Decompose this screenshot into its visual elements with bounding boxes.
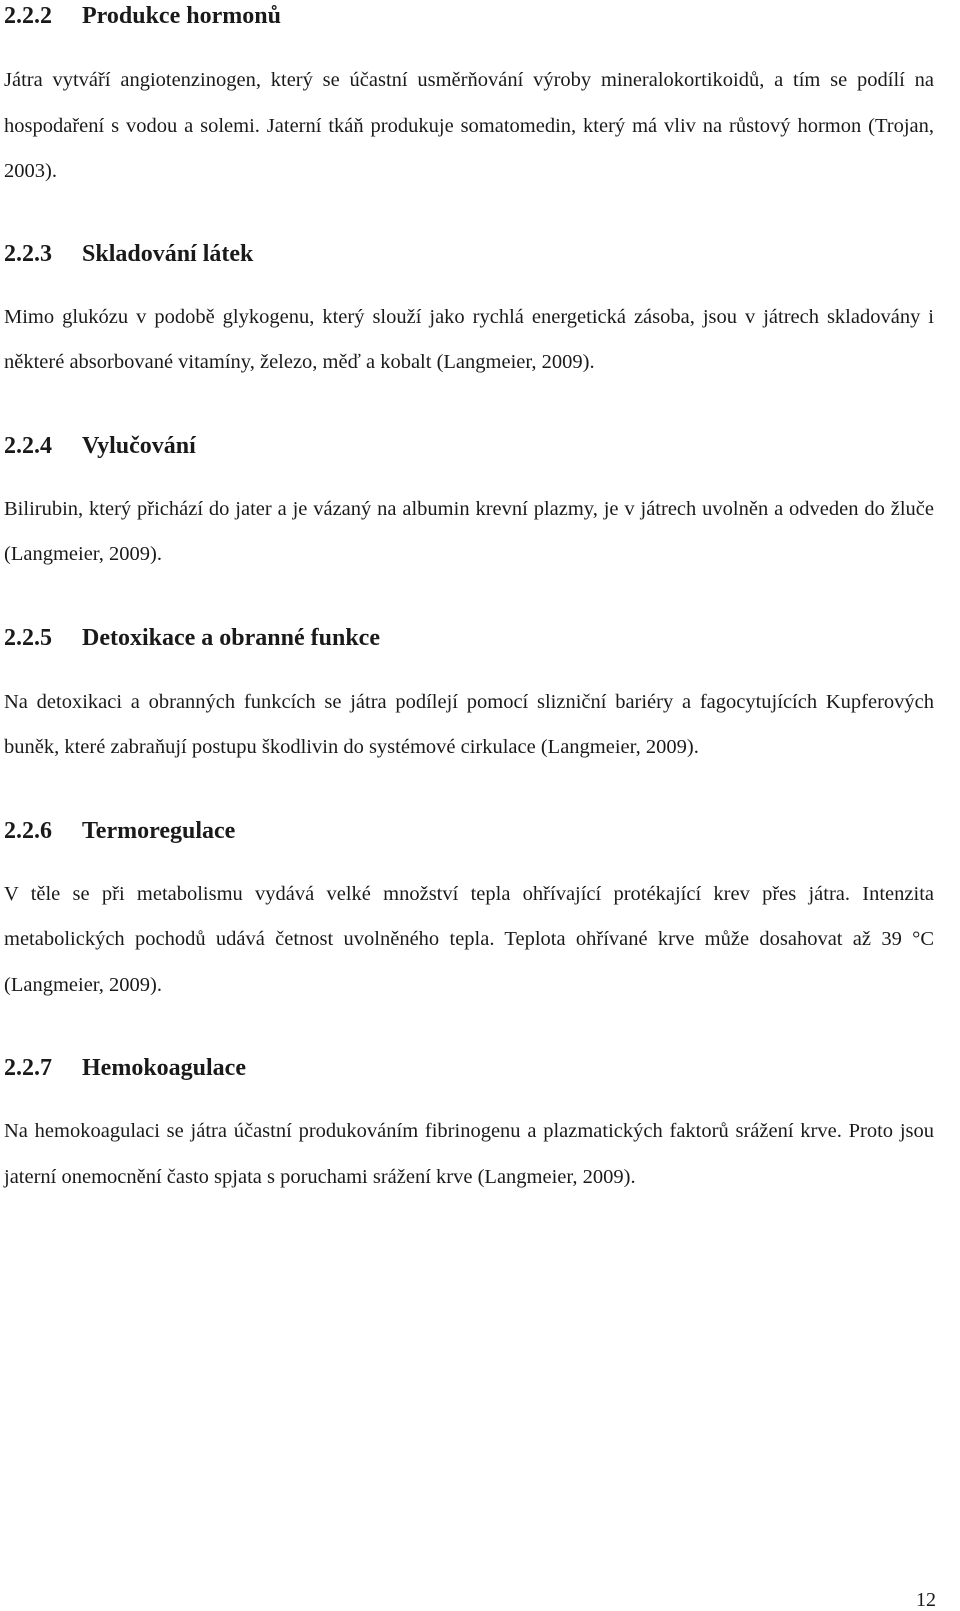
- section-heading: [4, 1054, 934, 1082]
- section-produkce-hormonu: [4, 0, 934, 195]
- section-title: Hemokoagulace: [82, 1055, 246, 1081]
- section-title: Produkce hormonů: [82, 3, 281, 29]
- section-title: Vylučování: [82, 432, 196, 459]
- section-heading: [4, 0, 934, 30]
- section-number: 2.2.2: [4, 3, 52, 29]
- section-number: 2.2.6: [4, 817, 52, 844]
- section-title: Termoregulace: [82, 817, 236, 844]
- section-number: 2.2.4: [4, 432, 52, 459]
- section-skladovani-latek: [4, 240, 934, 386]
- section-number: 2.2.5: [4, 624, 52, 651]
- section-hemokoagulace: [4, 1054, 934, 1200]
- section-paragraph: Mimo glukózu v podobě glykogenu, který slouží jako rychlá energetická zásoba, jsou v játrech skladovány i některé absorbované vitamíny, železo, měď a kobalt (Langmeier, 2009).: [4, 305, 934, 373]
- section-heading: [4, 624, 934, 652]
- section-paragraph: Bilirubin, který přichází do jater a je vázaný na albumin krevní plazmy, je v játrech uvolněn a odveden do žluče (Langmeier, 2009).: [4, 497, 934, 565]
- section-paragraph: Játra vytváří angiotenzinogen, který se účastní usměrňování výroby mineralokortikoidů, a tím se podílí na hospodaření s vodou a solemi. Jaterní tkáň produkuje somatomedin, který má vliv na růstový hormon (Trojan, 2003).: [4, 69, 934, 182]
- section-heading: [4, 817, 934, 845]
- section-number: 2.2.3: [4, 240, 52, 267]
- section-termoregulace: [4, 817, 934, 1009]
- section-paragraph: Na hemokoagulaci se játra účastní produkováním fibrinogenu a plazmatických faktorů srážení krve. Proto jsou jaterní onemocnění často spjata s poruchami srážení krve (Langmeier, 2009).: [4, 1120, 934, 1188]
- section-vylucovani: [4, 432, 934, 578]
- section-heading: [4, 432, 934, 460]
- page-number: 12: [916, 1589, 936, 1611]
- section-detoxikace: [4, 624, 934, 771]
- section-paragraph: V těle se při metabolismu vydává velké množství tepla ohřívající protékající krev přes játra. Intenzita metabolických pochodů udává četnost uvolněného tepla. Teplota ohřívané krve může dosahovat až 39 °C (Langmeier, 2009).: [4, 882, 934, 996]
- section-paragraph: Na detoxikaci a obranných funkcích se játra podílejí pomocí slizniční bariéry a fagocytujících Kupferových buněk, které zabraňují postupu škodlivin do systémové cirkulace (Langmeier, 2009).: [4, 690, 934, 758]
- section-heading: [4, 240, 934, 268]
- document-page: [4, 0, 934, 1200]
- section-title: Detoxikace a obranné funkce: [82, 624, 380, 651]
- section-title: Skladování látek: [82, 240, 254, 267]
- section-number: 2.2.7: [4, 1055, 52, 1081]
